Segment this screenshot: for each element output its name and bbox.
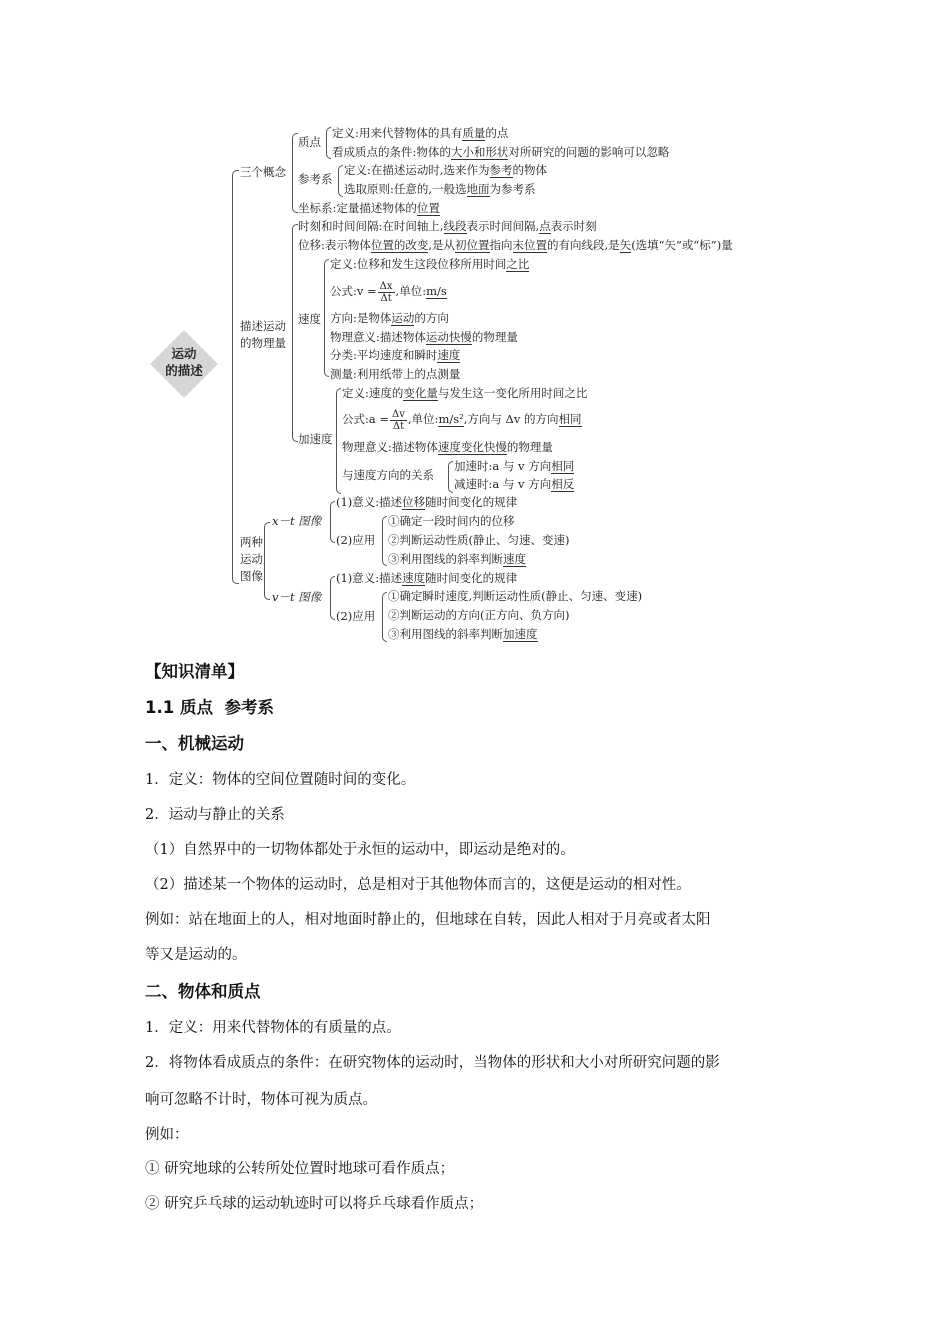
node-x-t-graph: x－t 图像 bbox=[272, 514, 322, 528]
node-v-t-graph: v－t 图像 bbox=[272, 590, 322, 604]
heading-object-particle: 二、物体和质点 bbox=[145, 982, 261, 1001]
velocity-definition: 定义:位移和发生这段位移所用时间之比 bbox=[330, 257, 530, 271]
v-t-meaning: (1)意义:描述速度随时间变化的规律 bbox=[336, 571, 518, 585]
particle-definition: 定义:用来代替物体的具有质量的点 bbox=[332, 126, 509, 140]
para-particle-definition: 1．定义：用来代替物体的有质量的点。 bbox=[145, 1020, 401, 1036]
acceleration-formula: 公式:a = $\frac{\Delta v}{\Delta t}$ ,单位:m/s²,方向与 Δv 的方向相同 bbox=[342, 408, 582, 432]
brace-acceleration bbox=[336, 388, 341, 494]
acceleration-slowdown: 减速时:a 与 v 方向相反 bbox=[454, 477, 575, 491]
para-particle-condition-1: 2．将物体看成质点的条件：在研究物体的运动时，当物体的形状和大小对所研究问题的影 bbox=[145, 1055, 720, 1071]
displacement: 位移:表示物体位置的改变,是从初位置指向末位置的有向线段,是矢(选填“矢”或“标”)量 bbox=[298, 238, 733, 252]
para-particle-condition-2: 响可忽略不计时，物体可视为质点。 bbox=[145, 1092, 377, 1108]
reference-definition: 定义:在描述运动时,选来作为参考的物体 bbox=[344, 163, 548, 177]
branch-three-concepts: 三个概念 bbox=[240, 165, 286, 179]
x-t-application: (2)应用 bbox=[336, 533, 376, 547]
para-example-label: 例如： bbox=[145, 1127, 189, 1143]
brace-particle bbox=[326, 127, 331, 159]
x-t-app-3: ③利用图线的斜率判断速度 bbox=[388, 552, 526, 566]
brace-acceleration-relation bbox=[448, 461, 453, 493]
velocity-formula: 公式:v = $\frac{\Delta x}{\Delta t}$ ,单位:m/s bbox=[330, 280, 447, 304]
acceleration-relation: 与速度方向的关系 bbox=[342, 468, 434, 482]
velocity-direction: 方向:是物体运动的方向 bbox=[330, 311, 449, 325]
velocity-classification: 分类:平均速度和瞬时速度 bbox=[330, 348, 461, 362]
para-absolute-motion: （1）自然界中的一切物体都处于永恒的运动中，即运动是绝对的。 bbox=[145, 842, 575, 858]
brace-v-t bbox=[330, 576, 335, 620]
x-t-app-1: ①确定一段时间内的位移 bbox=[388, 514, 515, 528]
heading-mechanical-motion: 一、机械运动 bbox=[145, 734, 244, 753]
x-t-meaning: (1)意义:描述位移随时间变化的规律 bbox=[336, 495, 518, 509]
node-particle: 质点 bbox=[298, 135, 321, 149]
para-example-line-2: 等又是运动的。 bbox=[145, 947, 247, 963]
reference-principle: 选取原则:任意的,一般选地面为参考系 bbox=[344, 182, 536, 196]
v-t-application: (2)应用 bbox=[336, 609, 376, 623]
root-label: 运动 的描述 bbox=[165, 346, 203, 378]
brace-velocity bbox=[324, 259, 329, 377]
heading-knowledge-list: 【知识清单】 bbox=[145, 662, 244, 681]
x-t-app-2: ②判断运动性质(静止、匀速、变速) bbox=[388, 533, 570, 547]
brace-motion-graphs bbox=[264, 522, 270, 600]
heading-section-1-1: 1.1 质点 参考系 bbox=[145, 698, 274, 717]
acceleration-speedup: 加速时:a 与 v 方向相同 bbox=[454, 459, 575, 473]
para-relative-motion: （2）描述某一个物体的运动时，总是相对于其他物体而言的，这便是运动的相对性。 bbox=[145, 877, 691, 893]
particle-condition: 看成质点的条件:物体的大小和形状对所研究的问题的影响可以忽略 bbox=[332, 145, 670, 159]
v-t-app-2: ②判断运动的方向(正方向、负方向) bbox=[388, 608, 570, 622]
time-interval: 时刻和时间间隔:在时间轴上,线段表示时间间隔,点表示时刻 bbox=[298, 219, 597, 233]
v-t-app-1: ①确定瞬时速度,判断运动性质(静止、匀速、变速) bbox=[388, 589, 643, 603]
para-motion-rest: 2．运动与静止的关系 bbox=[145, 807, 285, 823]
coordinate-system: 坐标系:定量描述物体的位置 bbox=[298, 201, 440, 215]
velocity-meaning: 物理意义:描述物体运动快慢的物理量 bbox=[330, 330, 518, 344]
acceleration-meaning: 物理意义:描述物体速度变化快慢的物理量 bbox=[342, 440, 553, 454]
node-reference-frame: 参考系 bbox=[298, 172, 333, 186]
brace-physical-quantities bbox=[292, 224, 298, 442]
para-example-line-1: 例如：站在地面上的人，相对地面时静止的，但地球在自转，因此人相对于月亮或者太阳 bbox=[145, 912, 711, 928]
para-example-pingpong: ② 研究乒乓球的运动轨迹时可以将乒乓球看作质点； bbox=[145, 1196, 484, 1212]
node-acceleration: 加速度 bbox=[298, 432, 333, 446]
velocity-measurement: 测量:利用纸带上的点测量 bbox=[330, 367, 461, 381]
brace-x-t-application bbox=[382, 516, 387, 566]
branch-physical-quantities: 描述运动 的物理量 bbox=[240, 319, 286, 350]
acceleration-definition: 定义:速度的变化量与发生这一变化所用时间之比 bbox=[342, 386, 588, 400]
brace-x-t bbox=[330, 501, 335, 543]
root-brace bbox=[232, 170, 239, 584]
para-definition-motion: 1．定义：物体的空间位置随时间的变化。 bbox=[145, 772, 416, 788]
para-example-earth: ① 研究地球的公转所处位置时地球可看作质点； bbox=[145, 1161, 455, 1177]
brace-reference-frame bbox=[338, 165, 343, 197]
branch-motion-graphs: 两种 运动 图像 bbox=[240, 535, 263, 583]
brace-v-t-application bbox=[382, 592, 387, 642]
node-velocity: 速度 bbox=[298, 312, 321, 326]
v-t-app-3: ③利用图线的斜率判断加速度 bbox=[388, 627, 538, 641]
